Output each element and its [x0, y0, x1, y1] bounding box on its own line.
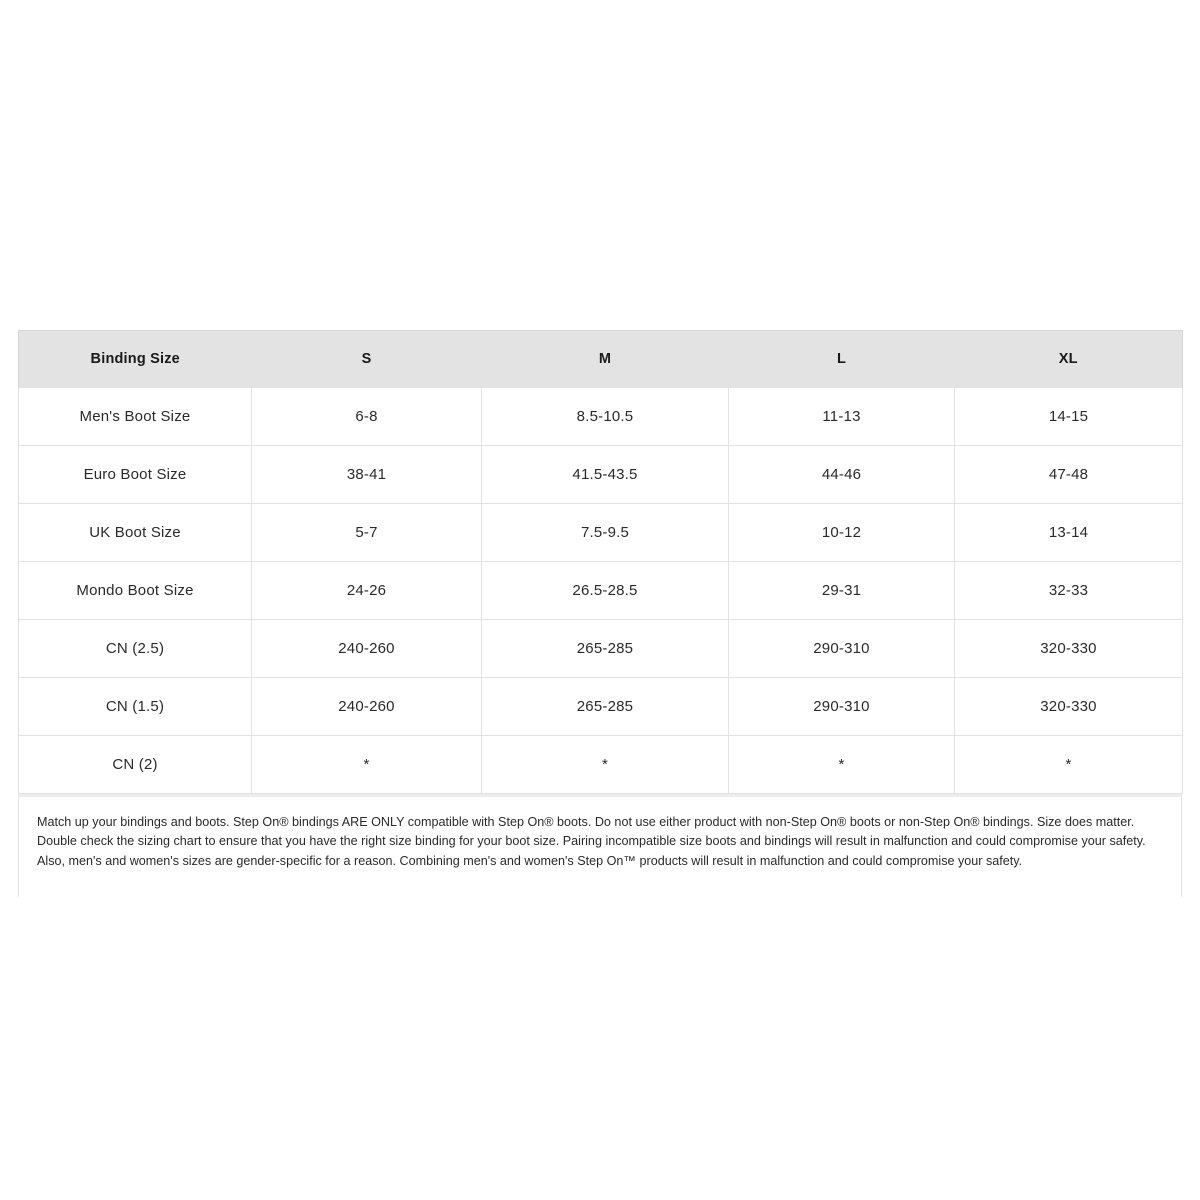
- row-label: Euro Boot Size: [19, 446, 252, 504]
- row-label: UK Boot Size: [19, 504, 252, 562]
- table-cell: 265-285: [482, 678, 729, 736]
- header-size-m: M: [482, 331, 729, 388]
- table-cell: 265-285: [482, 620, 729, 678]
- table-row: [19, 562, 1183, 620]
- table-cell: 14-15: [955, 388, 1183, 446]
- table-cell: 32-33: [955, 562, 1183, 620]
- table-cell: 320-330: [955, 620, 1183, 678]
- table-cell: 240-260: [252, 620, 482, 678]
- row-label: Men's Boot Size: [19, 388, 252, 446]
- row-label: Mondo Boot Size: [19, 562, 252, 620]
- table-cell: 47-48: [955, 446, 1183, 504]
- header-size-l: L: [729, 331, 955, 388]
- table-cell: 11-13: [729, 388, 955, 446]
- header-size-xl: XL: [955, 331, 1183, 388]
- row-label: CN (1.5): [19, 678, 252, 736]
- table-cell: *: [252, 736, 482, 794]
- table-cell: 26.5-28.5: [482, 562, 729, 620]
- table-header-row: [19, 331, 1183, 388]
- table-cell: 290-310: [729, 678, 955, 736]
- compatibility-note: Match up your bindings and boots. Step On® bindings ARE ONLY compatible with Step On® boots. Do not use either product with non-Step On® boots or non-Step On® bindings. Size does matter. Double check the sizing chart to ensure that you have the right size binding for your boot size. Pairing incompatible size boots and bindings will result in malfunction and could compromise your safety. Also, men's and women's sizes are gender-specific for a reason. Combining men's and women's Step On™ products will result in malfunction and could compromise your safety.: [18, 794, 1182, 897]
- size-chart: [18, 330, 1182, 897]
- table-row: [19, 736, 1183, 794]
- table-cell: 290-310: [729, 620, 955, 678]
- header-binding-size: Binding Size: [19, 331, 252, 388]
- table-cell: 8.5-10.5: [482, 388, 729, 446]
- row-label: CN (2): [19, 736, 252, 794]
- table-cell: 240-260: [252, 678, 482, 736]
- table-row: [19, 504, 1183, 562]
- table-row: [19, 678, 1183, 736]
- table-cell: 6-8: [252, 388, 482, 446]
- table-cell: *: [955, 736, 1183, 794]
- table-cell: *: [729, 736, 955, 794]
- row-label: CN (2.5): [19, 620, 252, 678]
- table-cell: 29-31: [729, 562, 955, 620]
- table-cell: 10-12: [729, 504, 955, 562]
- table-cell: 38-41: [252, 446, 482, 504]
- table-row: [19, 446, 1183, 504]
- table-row: [19, 388, 1183, 446]
- table-cell: 44-46: [729, 446, 955, 504]
- table-cell: 7.5-9.5: [482, 504, 729, 562]
- table-cell: 41.5-43.5: [482, 446, 729, 504]
- table-cell: 5-7: [252, 504, 482, 562]
- table-cell: 24-26: [252, 562, 482, 620]
- table-cell: 320-330: [955, 678, 1183, 736]
- table-row: [19, 620, 1183, 678]
- table-cell: *: [482, 736, 729, 794]
- table-cell: 13-14: [955, 504, 1183, 562]
- binding-size-table: [18, 330, 1183, 794]
- header-size-s: S: [252, 331, 482, 388]
